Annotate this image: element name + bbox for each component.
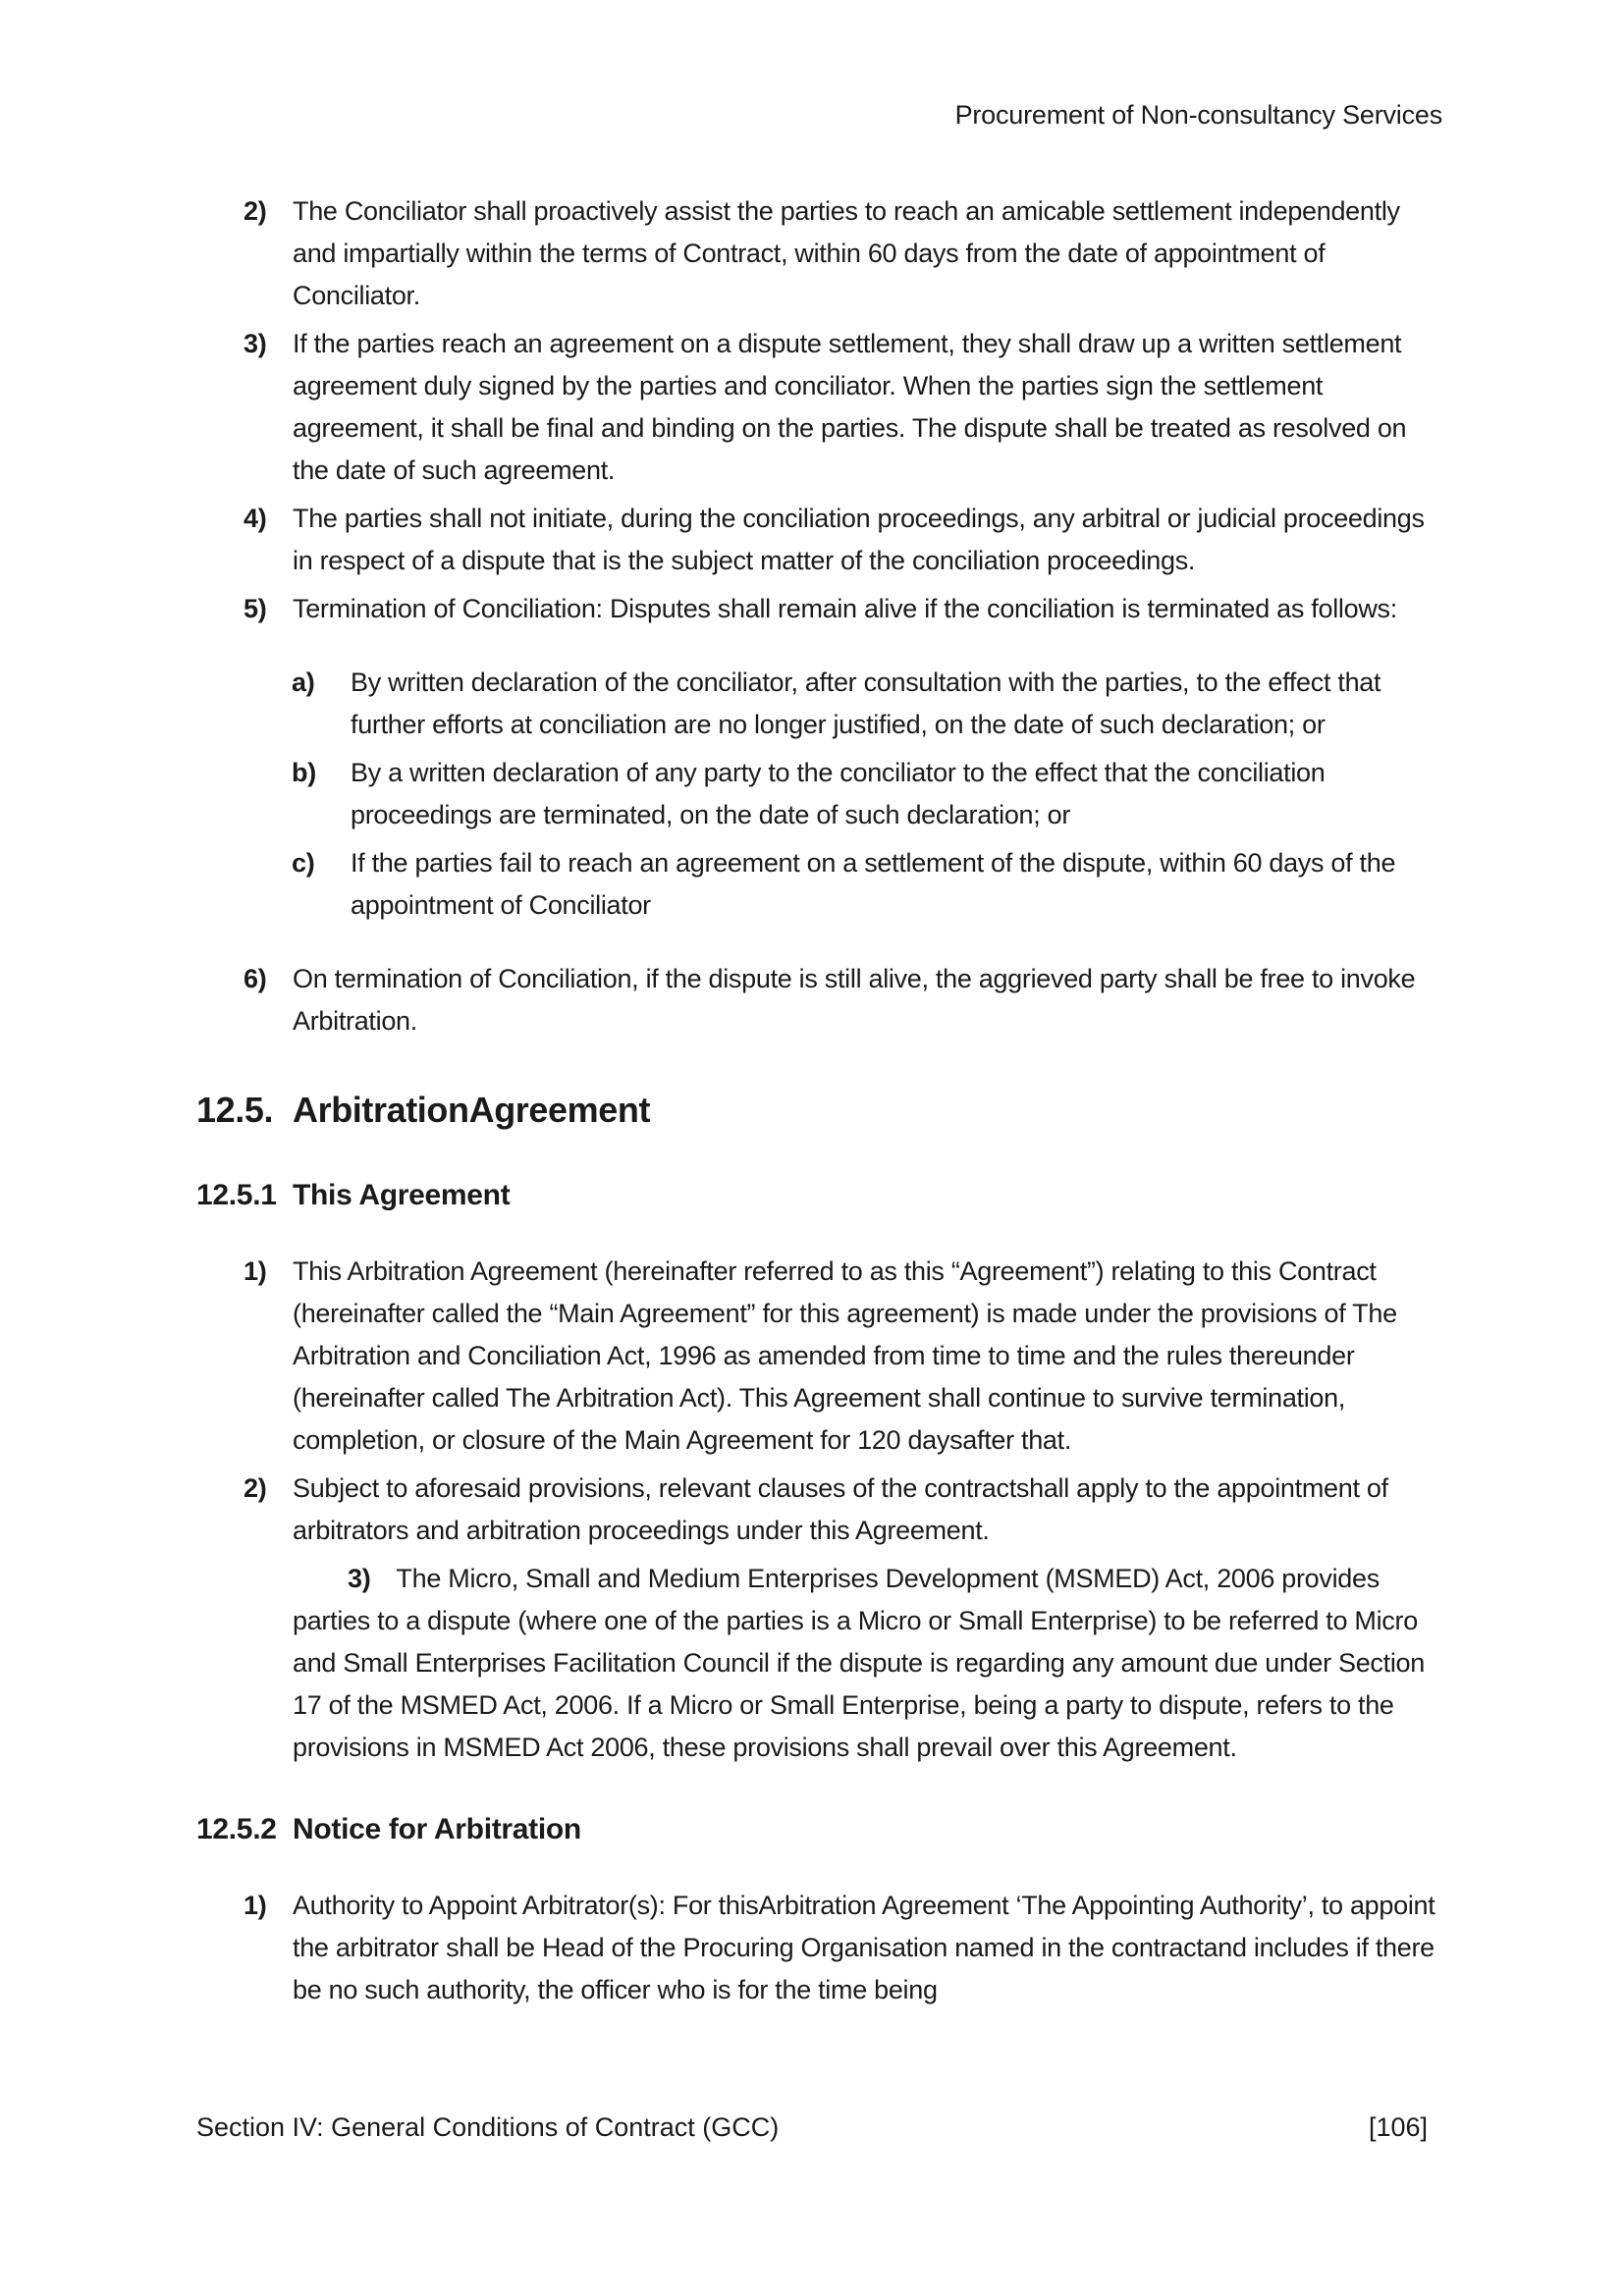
conciliation-list <box>196 190 1442 630</box>
item-letter: c) <box>292 848 315 878</box>
paragraph-text: The Micro, Small and Medium Enterprises Development (MSMED) Act, 2006 provides parties to a dispute (where one of the parties is a Micro or Small Enterprise) to be referred to Micro and Small Enterprises Facilitation Council if the dispute is regarding any amount due under Section 17 of the MSMED Act, 2006. If a Micro or Small Enterprise, being a party to dispute, refers to the provisions in MSMED Act 2006, these provisions shall prevail over this Agreement. <box>293 1564 1425 1762</box>
item-text: If the parties fail to reach an agreement on a settlement of the dispute, within 60 days of the appointment of Conciliator <box>351 848 1396 920</box>
item-number: 2) <box>244 1473 267 1503</box>
header-title: Procurement of Non-consultancy Services <box>954 100 1442 130</box>
list-item <box>196 588 1442 630</box>
item-text: On termination of Conciliation, if the dispute is still alive, the aggrieved party shall be free to invoke Arbitration. <box>293 964 1416 1036</box>
section-title: ArbitrationAgreement <box>293 1090 651 1130</box>
item-text: The parties shall not initiate, during the conciliation proceedings, any arbitral or judicial proceedings in respect of a dispute that is the subject matter of the conciliation proceedings. <box>293 504 1425 575</box>
item-number: 1) <box>244 1256 267 1286</box>
item-letter: a) <box>292 667 315 697</box>
item-number: 5) <box>244 594 267 623</box>
item-number: 4) <box>244 504 267 533</box>
item-text: This Arbitration Agreement (hereinafter referred to as this “Agreement”) relating to this Contract (hereinafter called the “Main Agreement” for this agreement) is made under the provisions of The Arbitration and Conciliation Act, 1996 as amended from time to time and the rules thereunder (hereinafter called The Arbitration Act). This Agreement shall continue to survive termination, completion, or closure of the Main Agreement for 120 daysafter that. <box>293 1256 1397 1455</box>
list-item <box>196 498 1442 582</box>
footer-page-number: [106] <box>1368 2112 1428 2142</box>
agreement-item <box>196 1468 1442 1552</box>
item-text: The Conciliator shall proactively assist the parties to reach an amicable settlement independently and impartially within the terms of Contract, within 60 days from the date of appointment of Conciliator. <box>293 196 1400 310</box>
section-number: 12.5.2 <box>196 1813 277 1845</box>
item-text: Subject to aforesaid provisions, relevant clauses of the contractshall apply to the appointment of arbitrators and arbitration proceedings under this Agreement. <box>293 1473 1388 1545</box>
msmed-paragraph <box>293 1558 1442 1769</box>
termination-sublist <box>196 662 1442 927</box>
footer-section-label: Section IV: General Conditions of Contract (GCC) <box>196 2112 780 2142</box>
section-title: Notice for Arbitration <box>293 1813 581 1845</box>
item-letter: b) <box>292 758 316 787</box>
document-body <box>196 190 1442 2011</box>
notice-item <box>196 1885 1442 2011</box>
item-text: By written declaration of the conciliator, after consultation with the parties, to the effect that further efforts at conciliation are no longer justified, on the date of such declaration; or <box>351 667 1381 739</box>
item-number: 1) <box>244 1891 267 1920</box>
list-item <box>196 190 1442 317</box>
list-item-6 <box>196 958 1442 1042</box>
section-number: 12.5. <box>196 1090 274 1130</box>
item-number: 2) <box>244 196 267 226</box>
item-text: By a written declaration of any party to the conciliator to the effect that the conciliation proceedings are terminated, on the date of such declaration; or <box>351 758 1326 829</box>
item-text: If the parties reach an agreement on a dispute settlement, they shall draw up a written settlement agreement duly signed by the parties and conciliator. When the parties sign the settlement agreement, it shall be final and binding on the parties. The dispute shall be treated as resolved on the date of such agreement. <box>293 329 1407 485</box>
subsection-heading-12-5-2 <box>196 1808 1442 1851</box>
subsection-heading-12-5-1 <box>196 1174 1442 1217</box>
list-item <box>196 323 1442 492</box>
sublist-item <box>196 662 1442 746</box>
sublist-item <box>196 842 1442 927</box>
item-text: Authority to Appoint Arbitrator(s): For thisArbitration Agreement ‘The Appointing Authority’, to appoint the arbitrator shall be Head of the Procuring Organisation named in the contractand includes if there be no such authority, the officer who is for the time being <box>293 1891 1435 2004</box>
item-number: 3) <box>244 329 267 358</box>
section-heading-12-5 <box>196 1086 1442 1135</box>
item-text: Termination of Conciliation: Disputes shall remain alive if the conciliation is terminated as follows: <box>293 594 1397 623</box>
section-title: This Agreement <box>293 1179 511 1211</box>
agreement-item <box>196 1251 1442 1462</box>
sublist-item <box>196 752 1442 836</box>
page-header <box>196 98 1442 132</box>
page-footer <box>196 2110 1428 2144</box>
section-number: 12.5.1 <box>196 1179 277 1211</box>
item-number: 6) <box>244 964 267 993</box>
item-number: 3) <box>348 1564 371 1593</box>
